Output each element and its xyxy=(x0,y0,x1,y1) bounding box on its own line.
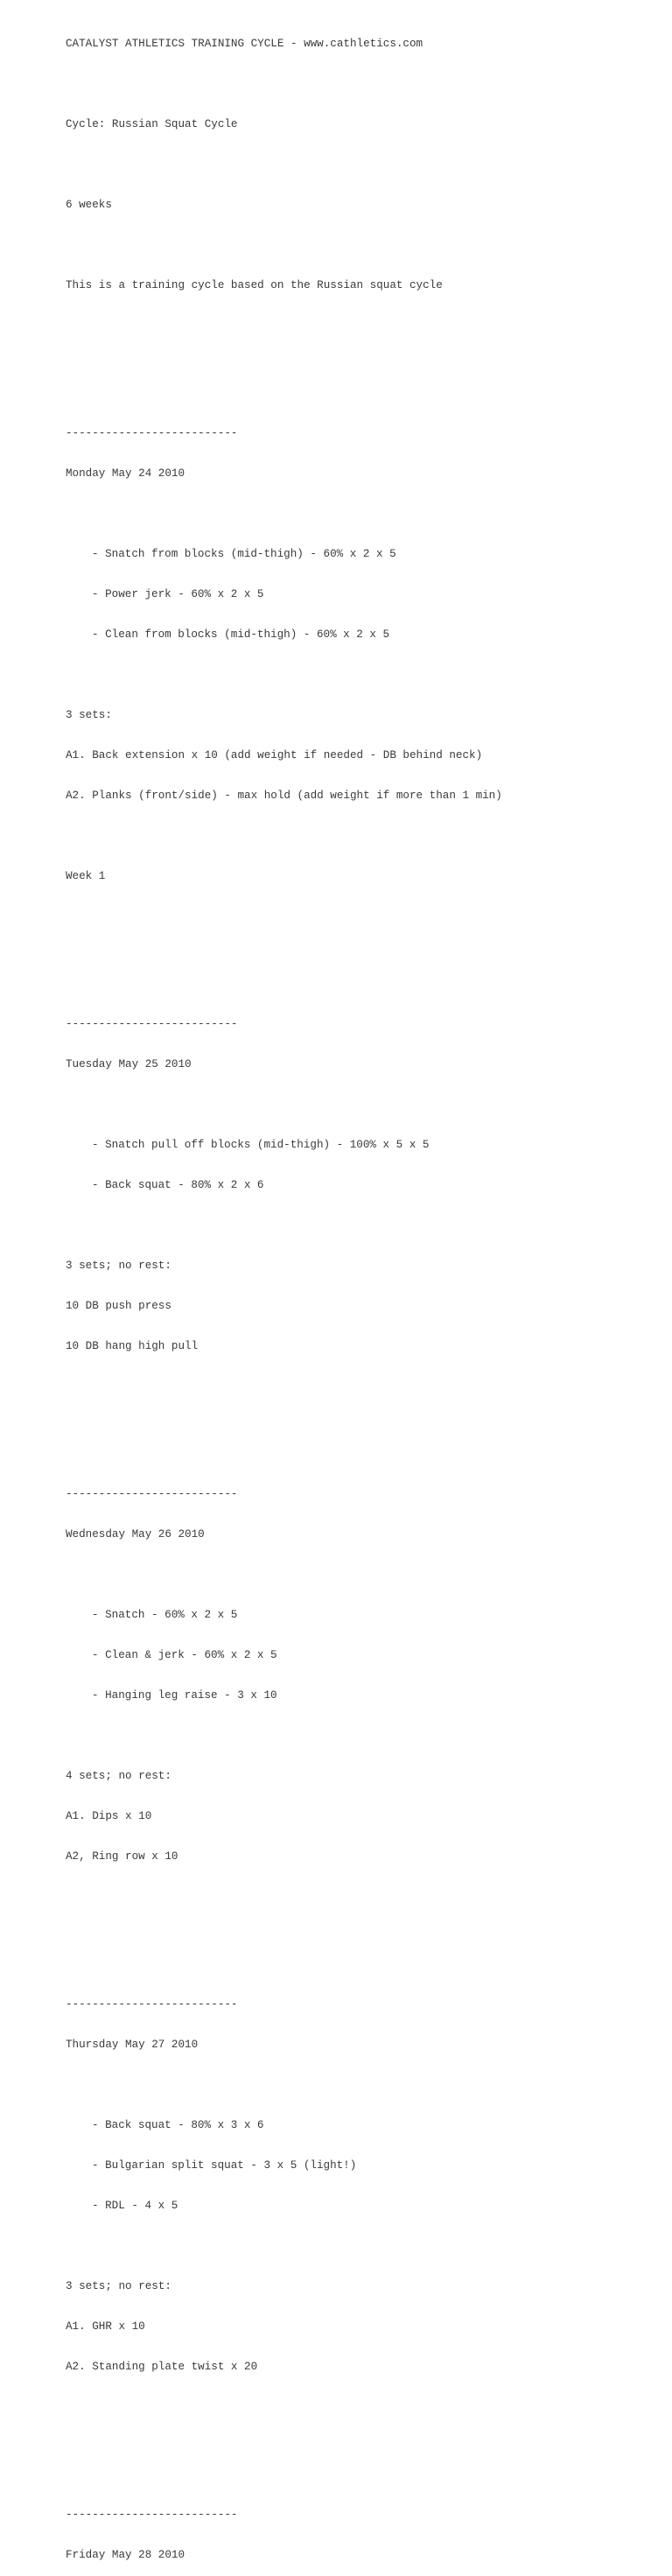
accessory-item: 10 DB push press xyxy=(66,1300,172,1312)
section-divider: -------------------------- xyxy=(66,1017,238,1030)
cycle-name: Cycle: Russian Squat Cycle xyxy=(66,117,238,130)
spacer xyxy=(66,1730,661,1743)
main-lift-item: - Clean & jerk - 60% x 2 x 5 xyxy=(92,1648,277,1661)
spacer xyxy=(66,830,661,843)
cycle-duration: 6 weeks xyxy=(66,198,112,211)
section-divider: -------------------------- xyxy=(66,2508,238,2521)
spacer xyxy=(66,1891,661,1904)
day-date: Wednesday May 26 2010 xyxy=(66,1527,205,1541)
main-lift-item: - Snatch from blocks (mid-thigh) - 60% x 2 x 5 xyxy=(92,547,396,560)
spacer xyxy=(66,2079,661,2092)
accessory-item: A2, Ring row x 10 xyxy=(66,1850,178,1864)
cycle-description: This is a training cycle based on the Russian squat cycle xyxy=(66,278,443,291)
spacer xyxy=(66,910,661,923)
main-lift-item: - Snatch - 60% x 2 x 5 xyxy=(92,1608,238,1621)
spacer xyxy=(66,2401,661,2414)
accessory-heading: 3 sets; no rest: xyxy=(66,1259,172,1272)
spacer xyxy=(66,78,661,91)
spacer xyxy=(66,1931,661,1944)
spacer xyxy=(66,1421,661,1434)
spacer xyxy=(66,2441,661,2454)
day-date: Friday May 28 2010 xyxy=(66,2548,186,2561)
spacer xyxy=(66,1380,661,1393)
spacer xyxy=(66,2240,661,2253)
spacer xyxy=(66,1569,661,1582)
spacer xyxy=(66,1098,661,1112)
accessory-item: A1. GHR x 10 xyxy=(66,2320,145,2334)
accessory-item: A1. Back extension x 10 (add weight if needed - DB behind neck) xyxy=(66,748,483,762)
accessory-item: A1. Dips x 10 xyxy=(66,1810,152,1823)
spacer xyxy=(66,158,661,172)
spacer xyxy=(66,1219,661,1232)
main-lift-item: - Power jerk - 60% x 2 x 5 xyxy=(92,587,264,600)
section-divider: -------------------------- xyxy=(66,1997,238,2011)
spacer xyxy=(66,508,661,521)
accessory-heading: 3 sets: xyxy=(66,708,112,721)
main-lift-item: - Back squat - 80% x 2 x 6 xyxy=(92,1178,264,1191)
accessory-item: 10 DB hang high pull xyxy=(66,1340,199,1353)
main-lift-item: - Hanging leg raise - 3 x 10 xyxy=(92,1688,277,1702)
spacer xyxy=(66,669,661,682)
section-divider: -------------------------- xyxy=(66,426,238,439)
spacer xyxy=(66,239,661,252)
accessory-heading: 3 sets; no rest: xyxy=(66,2280,172,2293)
day-date: Thursday May 27 2010 xyxy=(66,2038,199,2051)
day-date: Monday May 24 2010 xyxy=(66,467,186,480)
main-lift-item: - Bulgarian split squat - 3 x 5 (light!) xyxy=(92,2159,357,2172)
week-note: Week 1 xyxy=(66,870,106,882)
spacer xyxy=(66,360,661,373)
accessory-item: A2. Standing plate twist x 20 xyxy=(66,2361,258,2374)
main-lift-item: - Snatch pull off blocks (mid-thigh) - 100% x 5 x 5 xyxy=(92,1138,430,1151)
main-lift-item: - RDL - 4 x 5 xyxy=(92,2200,178,2213)
document-title: CATALYST ATHLETICS TRAINING CYCLE - www.cathletics.com xyxy=(66,37,424,50)
accessory-item: A2. Planks (front/side) - max hold (add weight if more than 1 min) xyxy=(66,789,502,802)
document-page xyxy=(66,11,661,2576)
section-divider: -------------------------- xyxy=(66,1487,238,1500)
main-lift-item: - Back squat - 80% x 3 x 6 xyxy=(92,2118,264,2131)
spacer xyxy=(66,319,661,333)
spacer xyxy=(66,951,661,964)
main-lift-item: - Clean from blocks (mid-thigh) - 60% x 2 x 5 xyxy=(92,628,390,641)
accessory-heading: 4 sets; no rest: xyxy=(66,1770,172,1783)
day-date: Tuesday May 25 2010 xyxy=(66,1057,192,1070)
